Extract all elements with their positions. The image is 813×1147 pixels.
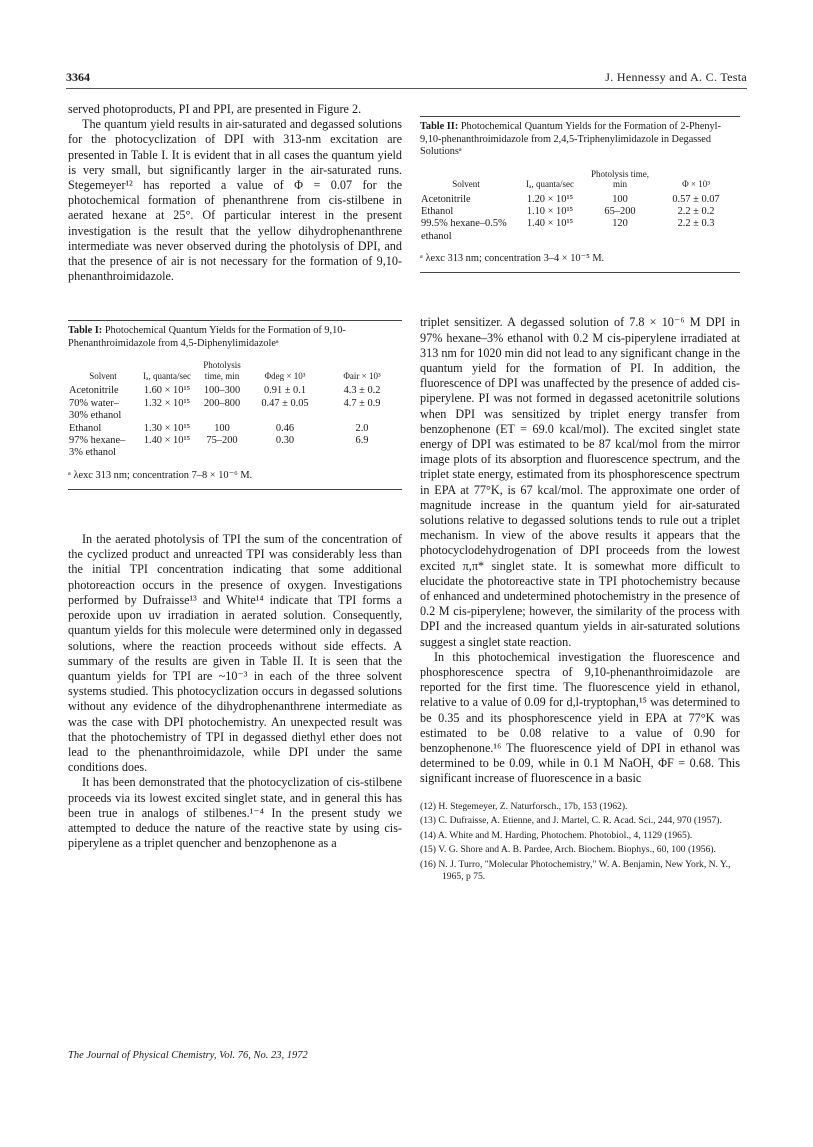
left-paragraph-4: It has been demonstrated that the photocyclization of cis-stilbene proceeds via its lowest excited singlet state, and in general this has been true in analogs of stilbenes.¹⁻⁴ In the present study we attempted to deduce the nature of the reactive state by using cis-piperylene as a triplet quencher and benzophenone as a xyxy=(68,775,402,851)
table-cell: 1.32 × 10¹⁵ xyxy=(143,397,191,409)
table-cell: 1.30 × 10¹⁵ xyxy=(143,422,191,434)
left-paragraph-2: The quantum yield results in air-saturated and degassed solutions for the photocyclization of DPI with 313-nm excitation are presented in Table I. It is evident that in all cases the quantum yield is very small, but significantly larger in the air-saturated runs. Stegemeyer¹² has reported a value of Φ = 0.07 for the photochemical formation of phenanthrene from cis-stilbene in aerated hexane at 25°. Of particular interest in the present investigation is the result that the yellow dihydrophenanthrene intermediate was never observed during the photolysis of DPI, and that the presence of air is not necessary for the formation of 9,10-phenanthroimidazole. xyxy=(68,117,402,284)
left-column xyxy=(68,102,402,851)
table-header-cell: Iₐ, quanta/sec xyxy=(526,179,574,189)
table-2 xyxy=(420,116,740,273)
table-cell: 1.40 × 10¹⁵ xyxy=(526,218,574,230)
table-1-grid xyxy=(68,360,402,459)
table-cell: 0.47 ± 0.05 xyxy=(261,397,309,409)
table-row xyxy=(420,206,740,218)
table-cell: 100–300 xyxy=(203,385,241,397)
table-cell: 97% hexane–3% ethanol xyxy=(69,435,126,459)
references xyxy=(420,801,740,883)
table-cell: Acetonitrile xyxy=(69,385,119,397)
running-head: J. Hennessy and A. C. Testa xyxy=(605,70,747,84)
table-cell: 1.10 × 10¹⁵ xyxy=(526,205,574,217)
table-cell: 1.40 × 10¹⁵ xyxy=(143,435,191,447)
table-1-title: Table I: Photochemical Quantum Yields for the Formation of 9,10-Phenanthroimidazole from 4,5-Diphenylimidazoleᵃ xyxy=(68,325,346,349)
table-cell: 4.7 ± 0.9 xyxy=(343,397,381,409)
table-header-cell: Photolysis time, min xyxy=(203,360,241,381)
table-cell: 0.57 ± 0.07 xyxy=(672,193,720,205)
header-rule xyxy=(66,88,747,89)
table-row xyxy=(68,398,402,423)
table-cell: 100 xyxy=(214,422,230,434)
table-2-header-row xyxy=(420,169,740,194)
right-paragraph-1: triplet sensitizer. A degassed solution of 7.8 × 10⁻⁶ M DPI in 97% hexane–3% ethanol with 0.2 M cis-piperylene irradiated at 313 nm for 1020 min did not lead to any significant change in the quantum yield for the formation of PI. In addition, the fluorescence of DPI was unaffected by the presence of added cis-piperylene. PI was not formed in degassed acetonitrile solutions when DPI was sensitized by triplet energy transfer from benzophenone (ET = 69.0 kcal/mol). The excited singlet state energy of DPI was estimated to be 87 kcal/mol from the mirror image plots of its absorption and fluorescence spectrum, and the triplet state energy, estimated from its phosphorescence spectrum in EPA at 77°K, is 67 kcal/mol. The approximate one order of magnitude increase in the quantum yield for air-saturated solutions relative to degassed solutions tends to rule out a triplet mechanism. In view of the above results it appears that the photocyclodehydrogenation of DPI proceeds from the lowest excited π,π* singlet state. It is somewhat more difficult to elucidate the photoreactive state in TPI photochemistry because of enhanced and undetermined photochemistry in the presence of 0.2 M cis-piperylene; however, the similarity of the process with DPI and the increased quantum yields in air-saturated solutions suggest a singlet state reaction. xyxy=(420,315,740,649)
table-2-title: Table II: Photochemical Quantum Yields for the Formation of 2-Phenyl-9,10-phenanthroimidazole from 2,4,5-Triphenylimidazole in Degassed Solutionsᵃ xyxy=(420,121,721,157)
table-cell: 70% water–30% ethanol xyxy=(69,397,122,422)
table-cell: 65–200 xyxy=(604,205,636,217)
right-column xyxy=(420,102,740,885)
table-2-footnote: ᵃ λexc 313 nm; concentration 3–4 × 10⁻⁵ M. xyxy=(420,253,605,265)
table-cell: 0.30 xyxy=(275,435,295,447)
table-header-cell: Solvent xyxy=(89,370,117,381)
table-row xyxy=(420,218,740,243)
table-cell: 2.2 ± 0.3 xyxy=(677,218,715,230)
table-cell: 0.46 xyxy=(275,422,295,434)
left-paragraph-1: served photoproducts, PI and PPI, are presented in Figure 2. xyxy=(68,102,362,116)
table-header-cell: Iₐ, quanta/sec xyxy=(143,370,191,381)
table-cell: 100 xyxy=(612,193,628,205)
table-cell: 99.5% hexane–0.5% ethanol xyxy=(421,218,507,242)
journal-footer: The Journal of Physical Chemistry, Vol. 76, No. 23, 1972 xyxy=(68,1050,308,1061)
table-row xyxy=(68,385,402,397)
table-1-footnote: ᵃ λexc 313 nm; concentration 7–8 × 10⁻⁶ M. xyxy=(68,469,253,481)
table-row xyxy=(68,423,402,435)
table-cell: 1.20 × 10¹⁵ xyxy=(526,193,574,205)
table-cell: 4.3 ± 0.2 xyxy=(343,385,381,397)
left-paragraph-3: In the aerated photolysis of TPI the sum of the concentration of the cyclized product and unreacted TPI was considerably less than the initial TPI concentration indicating that some additional photoreaction occurs in the presence of oxygen. Investigations performed by Dufraisse¹³ and White¹⁴ indicate that TPI forms a peroxide upon uv irradiation in aerated solution. Consequently, quantum yields for this molecule were determined only in degassed solutions, where the reaction proceeds without side effects. A summary of the results are given in Table II. It is seen that the quantum yields for TPI are ~10⁻³ in each of the three solvent systems studied. This photocyclization occurs in degassed solutions without any evidence of the dihydrophenanthrene intermediate as was the case with DPI photochemistry. An unexpected result was that the photochemistry of TPI in degassed diethyl ether does not lead to the phenanthroimidazole, while DPI under the same conditions does. xyxy=(68,532,402,775)
table-cell: 6.9 xyxy=(355,435,369,447)
table-cell: 120 xyxy=(612,218,628,230)
reference-item: (13) C. Dufraisse, A. Etienne, and J. Martel, C. R. Acad. Sci., 244, 970 (1957). xyxy=(420,815,722,827)
table-cell: 200–800 xyxy=(203,397,241,409)
table-header-cell: Solvent xyxy=(452,179,480,189)
table-1-header-row xyxy=(68,360,402,385)
page-number: 3364 xyxy=(66,70,90,84)
table-row xyxy=(68,435,402,460)
table-cell: 75–200 xyxy=(206,435,238,447)
table-header-cell: Φ × 10³ xyxy=(682,179,710,189)
reference-item: (12) H. Stegemeyer, Z. Naturforsch., 17b, 153 (1962). xyxy=(420,800,628,812)
table-cell: 0.91 ± 0.1 xyxy=(263,385,307,397)
table-cell: 1.60 × 10¹⁵ xyxy=(143,385,191,397)
table-cell: Ethanol xyxy=(421,205,454,217)
table-cell: Acetonitrile xyxy=(421,193,471,205)
reference-item: (15) V. G. Shore and A. B. Pardee, Arch. Biochem. Biophys., 60, 100 (1956). xyxy=(420,844,716,856)
table-header-cell: Φair × 10³ xyxy=(343,370,381,381)
table-1 xyxy=(68,320,402,490)
reference-item: (16) N. J. Turro, "Molecular Photochemistry," W. A. Benjamin, New York, N. Y., 1965, p 75. xyxy=(420,859,731,882)
right-paragraph-2: In this photochemical investigation the fluorescence and phosphorescence spectra of 9,10-phenanthroimidazole are reported for the first time. The fluorescence yield in ethanol, relative to a value of 0.09 for d,l-tryptophan,¹⁵ was determined to be 0.35 and its phosphorescence yield in EPA at 77°K was estimated to be 0.08 relative to a value of 0.90 for benzophenone.¹⁶ The fluorescence yield of DPI in ethanol was determined to be 0.09, while in 0.1 M NaOH, ΦF = 0.68. This significant increase of fluorescence in a basic xyxy=(420,649,740,786)
table-header-cell: Photolysis time, min xyxy=(590,168,649,189)
table-cell: 2.0 xyxy=(355,422,369,434)
table-cell: 2.2 ± 0.2 xyxy=(677,205,715,217)
table-2-grid xyxy=(420,169,740,244)
table-cell: Ethanol xyxy=(69,422,102,434)
table-row xyxy=(420,194,740,206)
table-header-cell: Φdeg × 10³ xyxy=(264,370,306,381)
reference-item: (14) A. White and M. Harding, Photochem. Photobiol., 4, 1129 (1965). xyxy=(420,829,693,841)
